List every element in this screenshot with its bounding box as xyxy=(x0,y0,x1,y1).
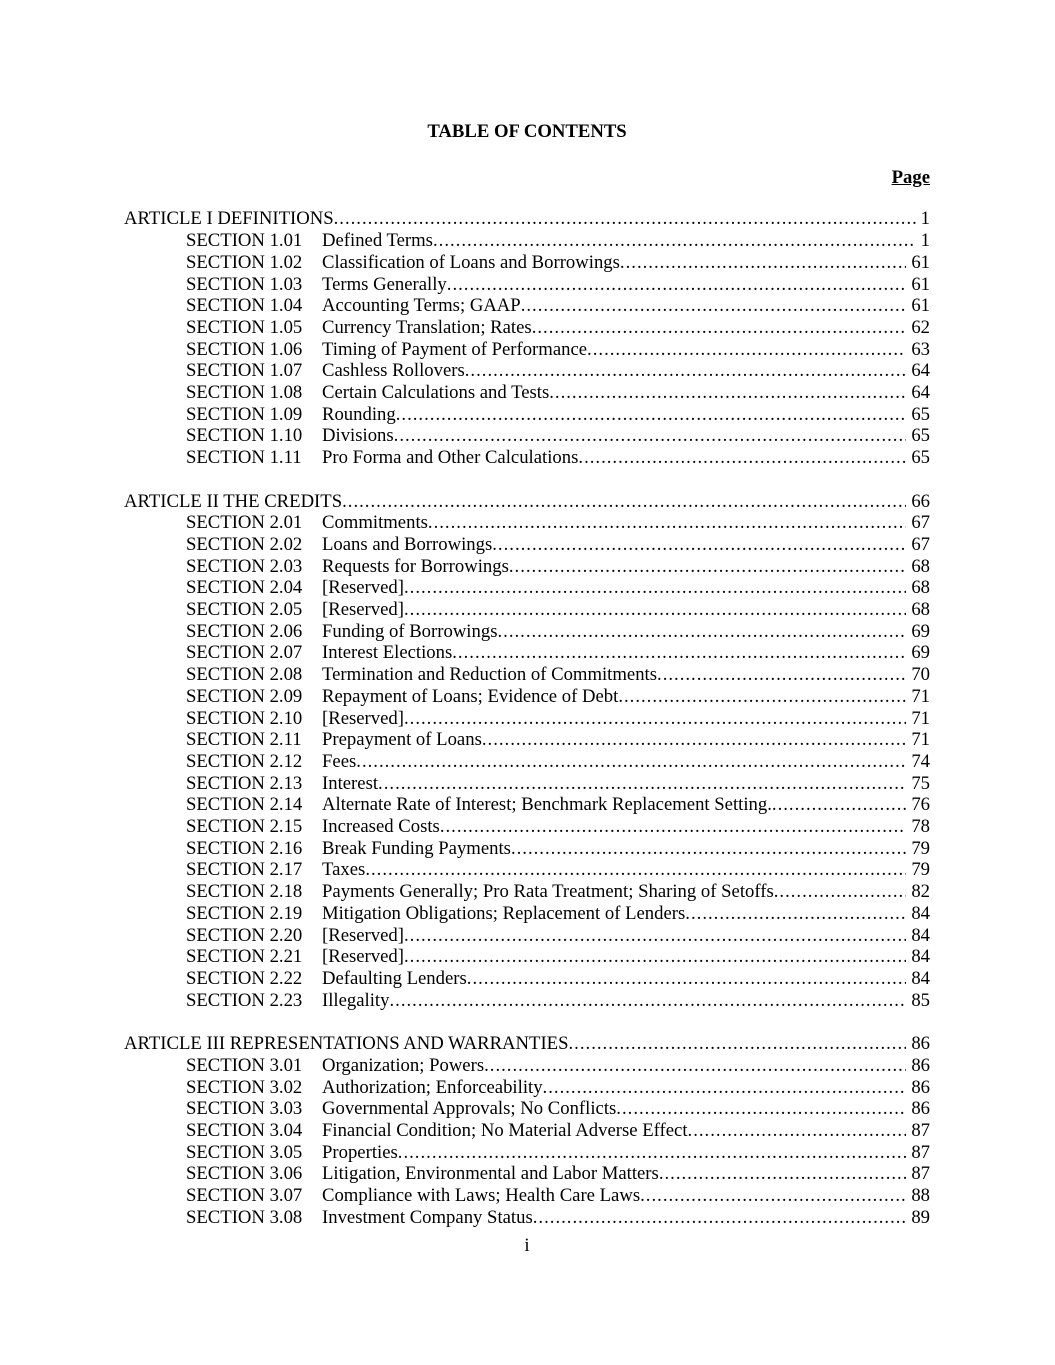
section-page-number: 78 xyxy=(911,816,930,838)
section-row xyxy=(124,664,930,686)
section-title: Rounding xyxy=(322,403,396,425)
section-row xyxy=(124,751,930,773)
section-title: Prepayment of Loans xyxy=(322,729,482,751)
section-title: [Reserved] xyxy=(322,577,404,599)
section-page-number: 87 xyxy=(911,1141,930,1163)
dot-leader xyxy=(492,534,906,556)
page-column-header-row xyxy=(124,167,930,189)
dot-leader xyxy=(334,208,916,230)
table-of-contents xyxy=(124,208,930,1228)
dot-leader xyxy=(578,447,906,469)
section-title: Investment Company Status xyxy=(322,1206,533,1228)
section-row xyxy=(124,512,930,534)
section-page-number: 62 xyxy=(911,316,930,338)
section-row xyxy=(124,534,930,556)
article-block xyxy=(124,491,930,1012)
section-row xyxy=(124,708,930,730)
section-number: SECTION 2.14 xyxy=(186,794,303,816)
dot-leader xyxy=(618,686,906,708)
section-title: Termination and Reduction of Commitments xyxy=(322,664,658,686)
section-row xyxy=(124,274,930,296)
section-title: [Reserved] xyxy=(322,599,404,621)
section-page-number: 74 xyxy=(911,750,930,772)
dot-leader xyxy=(365,859,906,881)
dot-leader xyxy=(497,621,906,643)
page-footer xyxy=(124,1235,930,1257)
section-title: Divisions xyxy=(322,425,394,447)
section-page-number: 88 xyxy=(911,1185,930,1207)
dot-leader xyxy=(659,1163,907,1185)
section-number: SECTION 2.08 xyxy=(186,664,303,686)
section-title: Loans and Borrowings xyxy=(322,533,493,555)
section-row xyxy=(124,903,930,925)
section-title: Terms Generally xyxy=(322,273,447,295)
section-row xyxy=(124,925,930,947)
section-title: Properties xyxy=(322,1141,398,1163)
section-title: Currency Translation; Rates xyxy=(322,316,532,338)
dot-leader xyxy=(533,1207,907,1229)
dot-leader xyxy=(484,1055,906,1077)
section-page-number: 71 xyxy=(911,685,930,707)
dot-leader xyxy=(404,925,906,947)
section-number: SECTION 3.07 xyxy=(186,1185,303,1207)
document-title: TABLE OF CONTENTS xyxy=(427,121,627,142)
section-page-number: 82 xyxy=(911,881,930,903)
section-row xyxy=(124,1077,930,1099)
section-number: SECTION 2.21 xyxy=(186,946,303,968)
section-number: SECTION 3.01 xyxy=(186,1054,303,1076)
section-number: SECTION 2.04 xyxy=(186,577,303,599)
dot-leader xyxy=(685,903,906,925)
section-row xyxy=(124,339,930,361)
dot-leader xyxy=(342,491,906,513)
section-page-number: 69 xyxy=(911,642,930,664)
section-page-number: 65 xyxy=(911,403,930,425)
section-page-number: 68 xyxy=(911,577,930,599)
section-title: Alternate Rate of Interest; Benchmark Replacement Setting. xyxy=(322,794,772,816)
section-row xyxy=(124,881,930,903)
section-number: SECTION 1.04 xyxy=(186,295,303,317)
section-title: Compliance with Laws; Health Care Laws xyxy=(322,1185,641,1207)
section-page-number: 64 xyxy=(911,382,930,404)
dot-leader xyxy=(549,382,906,404)
section-title: Classification of Loans and Borrowings xyxy=(322,251,620,273)
section-number: SECTION 2.19 xyxy=(186,902,303,924)
section-title: Governmental Approvals; No Conflicts xyxy=(322,1098,617,1120)
section-title: Fees xyxy=(322,750,357,772)
section-number: SECTION 3.05 xyxy=(186,1141,303,1163)
section-row xyxy=(124,447,930,469)
section-row xyxy=(124,816,930,838)
dot-leader xyxy=(389,990,906,1012)
section-title: [Reserved] xyxy=(322,924,404,946)
section-number: SECTION 1.09 xyxy=(186,403,303,425)
section-page-number: 71 xyxy=(911,729,930,751)
article-page-number: 1 xyxy=(920,208,930,230)
dot-leader xyxy=(398,1142,907,1164)
section-row xyxy=(124,990,930,1012)
dot-leader xyxy=(465,360,907,382)
dot-leader xyxy=(543,1077,907,1099)
dot-leader xyxy=(511,838,906,860)
section-number: SECTION 2.18 xyxy=(186,881,303,903)
section-number: SECTION 2.20 xyxy=(186,924,303,946)
section-page-number: 86 xyxy=(911,1076,930,1098)
article-page-number: 86 xyxy=(911,1033,930,1055)
section-number: SECTION 2.22 xyxy=(186,968,303,989)
dot-leader xyxy=(404,708,906,730)
section-title: Pro Forma and Other Calculations xyxy=(322,447,579,469)
section-row xyxy=(124,404,930,426)
section-number: SECTION 2.02 xyxy=(186,533,303,555)
section-row xyxy=(124,317,930,339)
article-block xyxy=(124,1033,930,1228)
dot-leader xyxy=(404,946,906,968)
section-page-number: 89 xyxy=(911,1206,930,1228)
dot-leader xyxy=(587,339,906,361)
section-page-number: 79 xyxy=(911,859,930,881)
section-row xyxy=(124,859,930,881)
section-page-number: 61 xyxy=(911,295,930,317)
section-title: Authorization; Enforceability xyxy=(322,1076,543,1098)
section-row xyxy=(124,1142,930,1164)
section-row xyxy=(124,968,930,990)
section-number: SECTION 2.01 xyxy=(186,512,303,534)
section-number: SECTION 1.01 xyxy=(186,230,303,252)
section-page-number: 71 xyxy=(911,707,930,729)
section-row xyxy=(124,794,930,816)
article-page-number: 66 xyxy=(911,490,930,512)
section-page-number: 69 xyxy=(911,620,930,642)
folio-page-number: i xyxy=(524,1235,530,1257)
section-row xyxy=(124,360,930,382)
section-title: Taxes xyxy=(322,859,366,881)
section-page-number: 67 xyxy=(911,533,930,555)
section-row xyxy=(124,599,930,621)
section-page-number: 85 xyxy=(911,989,930,1011)
section-number: SECTION 1.07 xyxy=(186,360,303,382)
dot-leader xyxy=(640,1185,906,1207)
section-number: SECTION 2.05 xyxy=(186,599,303,621)
section-title: Certain Calculations and Tests xyxy=(322,382,550,404)
section-number: SECTION 1.11 xyxy=(186,447,302,469)
section-row xyxy=(124,1120,930,1142)
dot-leader xyxy=(440,816,907,838)
section-title: [Reserved] xyxy=(322,946,404,968)
dot-leader xyxy=(447,274,907,296)
section-page-number: 70 xyxy=(911,664,930,686)
section-title: Litigation, Environmental and Labor Matters xyxy=(322,1163,659,1185)
section-page-number: 87 xyxy=(911,1163,930,1185)
section-number: SECTION 2.09 xyxy=(186,685,303,707)
section-title: Requests for Borrowings xyxy=(322,555,509,577)
section-page-number: 84 xyxy=(911,924,930,946)
section-page-number: 61 xyxy=(911,273,930,295)
dot-leader xyxy=(404,599,906,621)
dot-leader xyxy=(569,1033,907,1055)
dot-leader xyxy=(452,642,906,664)
section-row xyxy=(124,621,930,643)
section-title: Increased Costs xyxy=(322,816,440,838)
dot-leader xyxy=(772,794,906,816)
dot-leader xyxy=(394,425,907,447)
section-row xyxy=(124,1163,930,1185)
section-number: SECTION 2.11 xyxy=(186,729,302,751)
dot-leader xyxy=(521,295,907,317)
section-number: SECTION 1.10 xyxy=(186,425,303,447)
article-row xyxy=(124,1033,930,1055)
section-row xyxy=(124,252,930,274)
section-row xyxy=(124,577,930,599)
section-number: SECTION 3.08 xyxy=(186,1206,303,1228)
dot-leader xyxy=(433,230,916,252)
section-title: Interest xyxy=(322,772,379,794)
section-page-number: 63 xyxy=(911,338,930,360)
section-row xyxy=(124,946,930,968)
section-title: Organization; Powers xyxy=(322,1054,485,1076)
section-page-number: 84 xyxy=(911,902,930,924)
section-title: Mitigation Obligations; Replacement of Lenders xyxy=(322,902,686,924)
section-title: Break Funding Payments xyxy=(322,837,511,859)
dot-leader xyxy=(356,751,906,773)
article-row xyxy=(124,208,930,230)
section-number: SECTION 3.02 xyxy=(186,1076,303,1098)
section-page-number: 67 xyxy=(911,512,930,534)
section-page-number: 86 xyxy=(911,1098,930,1120)
section-page-number: 87 xyxy=(911,1119,930,1141)
section-page-number: 64 xyxy=(911,360,930,382)
section-number: SECTION 2.23 xyxy=(186,989,303,1011)
dot-leader xyxy=(657,664,906,686)
dot-leader xyxy=(620,252,906,274)
dot-leader xyxy=(396,404,907,426)
section-row xyxy=(124,773,930,795)
section-page-number: 61 xyxy=(911,251,930,273)
section-row xyxy=(124,838,930,860)
dot-leader xyxy=(428,512,906,534)
section-title: Commitments xyxy=(322,512,428,534)
section-page-number: 84 xyxy=(911,946,930,968)
section-number: SECTION 3.04 xyxy=(186,1119,303,1141)
section-title: Funding of Borrowings xyxy=(322,620,498,642)
section-title: Repayment of Loans; Evidence of Debt xyxy=(322,685,619,707)
section-page-number: 84 xyxy=(911,968,930,989)
section-page-number: 68 xyxy=(911,599,930,621)
section-title: Illegality xyxy=(322,989,390,1011)
section-number: SECTION 2.03 xyxy=(186,555,303,577)
dot-leader xyxy=(378,773,906,795)
section-number: SECTION 2.07 xyxy=(186,642,303,664)
section-row xyxy=(124,230,930,252)
section-number: SECTION 2.12 xyxy=(186,750,303,772)
section-title: Timing of Payment of Performance xyxy=(322,338,588,360)
dot-leader xyxy=(616,1098,906,1120)
section-title: [Reserved] xyxy=(322,707,404,729)
dot-leader xyxy=(774,881,907,903)
section-row xyxy=(124,1055,930,1077)
dot-leader xyxy=(482,729,906,751)
section-number: SECTION 1.03 xyxy=(186,273,303,295)
section-page-number: 79 xyxy=(911,837,930,859)
section-title: Payments Generally; Pro Rata Treatment; Sharing of Setoffs xyxy=(322,881,774,903)
dot-leader xyxy=(509,556,906,578)
section-number: SECTION 1.06 xyxy=(186,338,303,360)
section-number: SECTION 2.13 xyxy=(186,772,303,794)
section-number: SECTION 2.06 xyxy=(186,620,303,642)
section-title: Interest Elections xyxy=(322,642,453,664)
dot-leader xyxy=(688,1120,907,1142)
section-number: SECTION 2.10 xyxy=(186,707,303,729)
section-row xyxy=(124,686,930,708)
article-label: ARTICLE I DEFINITIONS xyxy=(124,208,334,230)
article-row xyxy=(124,491,930,513)
section-number: SECTION 1.02 xyxy=(186,251,303,273)
section-title: Financial Condition; No Material Adverse Effect xyxy=(322,1119,688,1141)
section-page-number: 1 xyxy=(920,230,930,252)
section-row xyxy=(124,642,930,664)
dot-leader xyxy=(532,317,907,339)
section-row xyxy=(124,729,930,751)
section-row xyxy=(124,556,930,578)
section-page-number: 65 xyxy=(911,447,930,469)
section-row xyxy=(124,1098,930,1120)
dot-leader xyxy=(467,968,907,990)
section-number: SECTION 3.06 xyxy=(186,1163,303,1185)
section-number: SECTION 1.08 xyxy=(186,382,303,404)
section-row xyxy=(124,382,930,404)
section-page-number: 76 xyxy=(911,794,930,816)
section-page-number: 65 xyxy=(911,425,930,447)
section-row xyxy=(124,1185,930,1207)
article-label: ARTICLE III REPRESENTATIONS AND WARRANTIES xyxy=(124,1033,569,1055)
section-title: Defaulting Lenders xyxy=(322,968,467,989)
dot-leader xyxy=(404,577,906,599)
section-number: SECTION 1.05 xyxy=(186,316,303,338)
section-row xyxy=(124,1207,930,1229)
section-page-number: 86 xyxy=(911,1054,930,1076)
section-number: SECTION 2.17 xyxy=(186,859,303,881)
section-number: SECTION 3.03 xyxy=(186,1098,303,1120)
section-title: Cashless Rollovers xyxy=(322,360,465,382)
section-title: Accounting Terms; GAAP xyxy=(322,295,521,317)
article-label: ARTICLE II THE CREDITS xyxy=(124,490,343,512)
section-number: SECTION 2.16 xyxy=(186,837,303,859)
section-page-number: 68 xyxy=(911,555,930,577)
page-column-header: Page xyxy=(891,166,930,188)
section-number: SECTION 2.15 xyxy=(186,816,303,838)
article-block xyxy=(124,208,930,468)
section-row xyxy=(124,425,930,447)
section-page-number: 75 xyxy=(911,772,930,794)
section-title: Defined Terms xyxy=(322,230,433,252)
section-row xyxy=(124,295,930,317)
